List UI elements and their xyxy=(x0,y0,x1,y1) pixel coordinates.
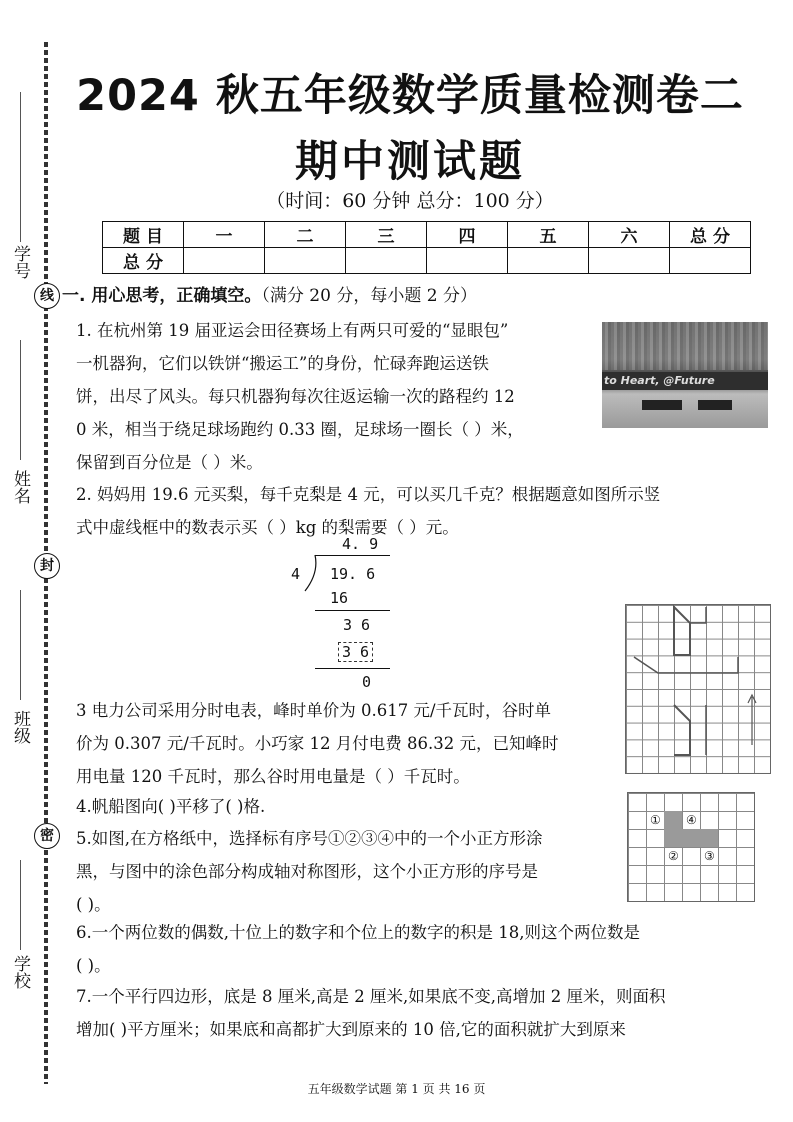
square-label: ② xyxy=(668,849,679,863)
question-line: 3 电力公司采用分时电表，峰时单价为 0.617 元/千瓦时，谷时单 xyxy=(76,701,552,720)
score-input-cell[interactable] xyxy=(589,248,670,274)
class-line xyxy=(20,590,21,700)
question-2 xyxy=(76,478,748,544)
score-cell: 五 xyxy=(508,222,589,248)
score-table-header-row xyxy=(103,222,751,248)
school-line xyxy=(20,860,21,950)
shaded-square xyxy=(664,811,682,847)
section-heading xyxy=(62,282,477,310)
question-line: 5.如图,在方格纸中，选择标有序号①②③④中的一个小正方形涂 xyxy=(76,829,543,848)
division-bracket xyxy=(303,553,319,593)
question-line: 1. 在杭州第 19 届亚运会田径赛场上有两只可爱的“显眼包” xyxy=(76,321,509,340)
score-cell: 四 xyxy=(427,222,508,248)
binding-label-name: 姓名 xyxy=(10,470,30,504)
division-divisor: 4 xyxy=(291,565,301,583)
long-division xyxy=(285,533,405,693)
question-line: 保留到百分位是（ ）米。 xyxy=(76,453,263,472)
square-label: ④ xyxy=(686,813,697,827)
binding-label-class: 班级 xyxy=(10,710,30,744)
score-cell: 三 xyxy=(346,222,427,248)
score-input-cell[interactable] xyxy=(184,248,265,274)
symmetry-grid-figure xyxy=(627,792,755,902)
question-line: 一机器狗，它们以铁饼“搬运工”的身份，忙碌奔跑运送铁 xyxy=(76,354,489,373)
question-line: 增加( )平方厘米；如果底和高都扩大到原来的 10 倍,它的面积就扩大到原来 xyxy=(76,1020,626,1039)
sailboat-shape xyxy=(626,605,770,773)
score-cell: 总 分 xyxy=(670,222,751,248)
question-line: 价为 0.307 元/千瓦时。小巧家 12 月付电费 86.32 元，已知峰时 xyxy=(76,734,559,753)
banner-text: to Heart, @Future xyxy=(602,372,768,390)
shaded-square xyxy=(682,829,700,847)
division-dividend: 19. 6 xyxy=(330,565,376,583)
score-table xyxy=(102,221,751,274)
division-remainder: 0 xyxy=(362,673,372,691)
name-line xyxy=(20,340,21,460)
question-line: 式中虚线框中的数表示买（ ）kg 的梨需要（ ）元。 xyxy=(76,518,459,537)
question-line: 4.帆船图向( )平移了( )格. xyxy=(76,797,266,816)
question-line: ( )。 xyxy=(76,956,111,975)
division-step: 3 6 xyxy=(343,616,371,634)
division-rule xyxy=(315,668,390,669)
section-note: （满分 20 分，每小题 2 分） xyxy=(261,286,477,306)
question-line: 6.一个两位数的偶数,十位上的数字和个位上的数字的积是 18,则这个两位数是 xyxy=(76,923,640,942)
sailboat-grid-figure xyxy=(625,604,771,774)
page-footer: 五年级数学试题 第 1 页 共 16 页 xyxy=(307,1082,486,1096)
question-6 xyxy=(76,916,748,982)
page-subtitle-title: 期中测试题 xyxy=(295,137,525,187)
score-input-cell[interactable] xyxy=(427,248,508,274)
score-cell: 二 xyxy=(265,222,346,248)
question-line: 用电量 120 千瓦时，那么谷时用电量是（ ）千瓦时。 xyxy=(76,767,470,786)
question-7 xyxy=(76,980,748,1046)
division-dashed-box: 3 6 xyxy=(338,642,373,662)
question-4 xyxy=(76,790,616,823)
division-rule xyxy=(315,610,390,611)
square-label: ③ xyxy=(704,849,715,863)
division-step: 16 xyxy=(330,589,349,607)
question-line: ( )。 xyxy=(76,895,111,914)
name-line xyxy=(20,92,21,242)
question-line: 2. 妈妈用 19.6 元买梨，每千克梨是 4 元，可以买几千克？根据题意如图所示竖 xyxy=(76,485,661,504)
question-3 xyxy=(76,694,626,793)
score-cell: 六 xyxy=(589,222,670,248)
score-cell: 一 xyxy=(184,222,265,248)
binding-label-school: 学校 xyxy=(10,955,30,989)
question-line: 黑，与图中的涂色部分构成轴对称图形，这个小正方形的序号是 xyxy=(76,862,538,881)
page-title: 2024 秋五年级数学质量检测卷二 xyxy=(76,71,744,121)
square-label: ① xyxy=(650,813,661,827)
score-input-cell[interactable] xyxy=(508,248,589,274)
score-cell: 总 分 xyxy=(103,248,184,274)
binding-label-student-id: 学号 xyxy=(10,245,30,279)
score-cell: 题 目 xyxy=(103,222,184,248)
score-input-cell[interactable] xyxy=(670,248,751,274)
section-title: 一. 用心思考，正确填空。 xyxy=(62,286,262,306)
robot-dog-photo xyxy=(602,322,768,428)
question-1 xyxy=(76,314,596,479)
question-line: 7.一个平行四边形，底是 8 厘米,高是 2 厘米,如果底不变,高增加 2 厘米，则面积 xyxy=(76,987,666,1006)
seal-secret: 密 xyxy=(34,823,60,849)
seal-line: 线 xyxy=(34,283,60,309)
robot-dog-shape xyxy=(698,400,732,410)
robot-dog-shape xyxy=(642,400,682,410)
score-table-score-row xyxy=(103,248,751,274)
seal-seal: 封 xyxy=(34,553,60,579)
question-5 xyxy=(76,822,621,921)
question-line: 0 米，相当于绕足球场跑约 0.33 圈，足球场一圈长（ ）米， xyxy=(76,420,524,439)
exam-info: （时间：60 分钟 总分：100 分） xyxy=(266,190,554,212)
division-bar xyxy=(315,555,390,556)
question-line: 饼，出尽了风头。每只机器狗每次往返运输一次的路程约 12 xyxy=(76,387,515,406)
shaded-square xyxy=(700,829,718,847)
division-quotient: 4. 9 xyxy=(342,535,379,553)
score-input-cell[interactable] xyxy=(265,248,346,274)
score-input-cell[interactable] xyxy=(346,248,427,274)
